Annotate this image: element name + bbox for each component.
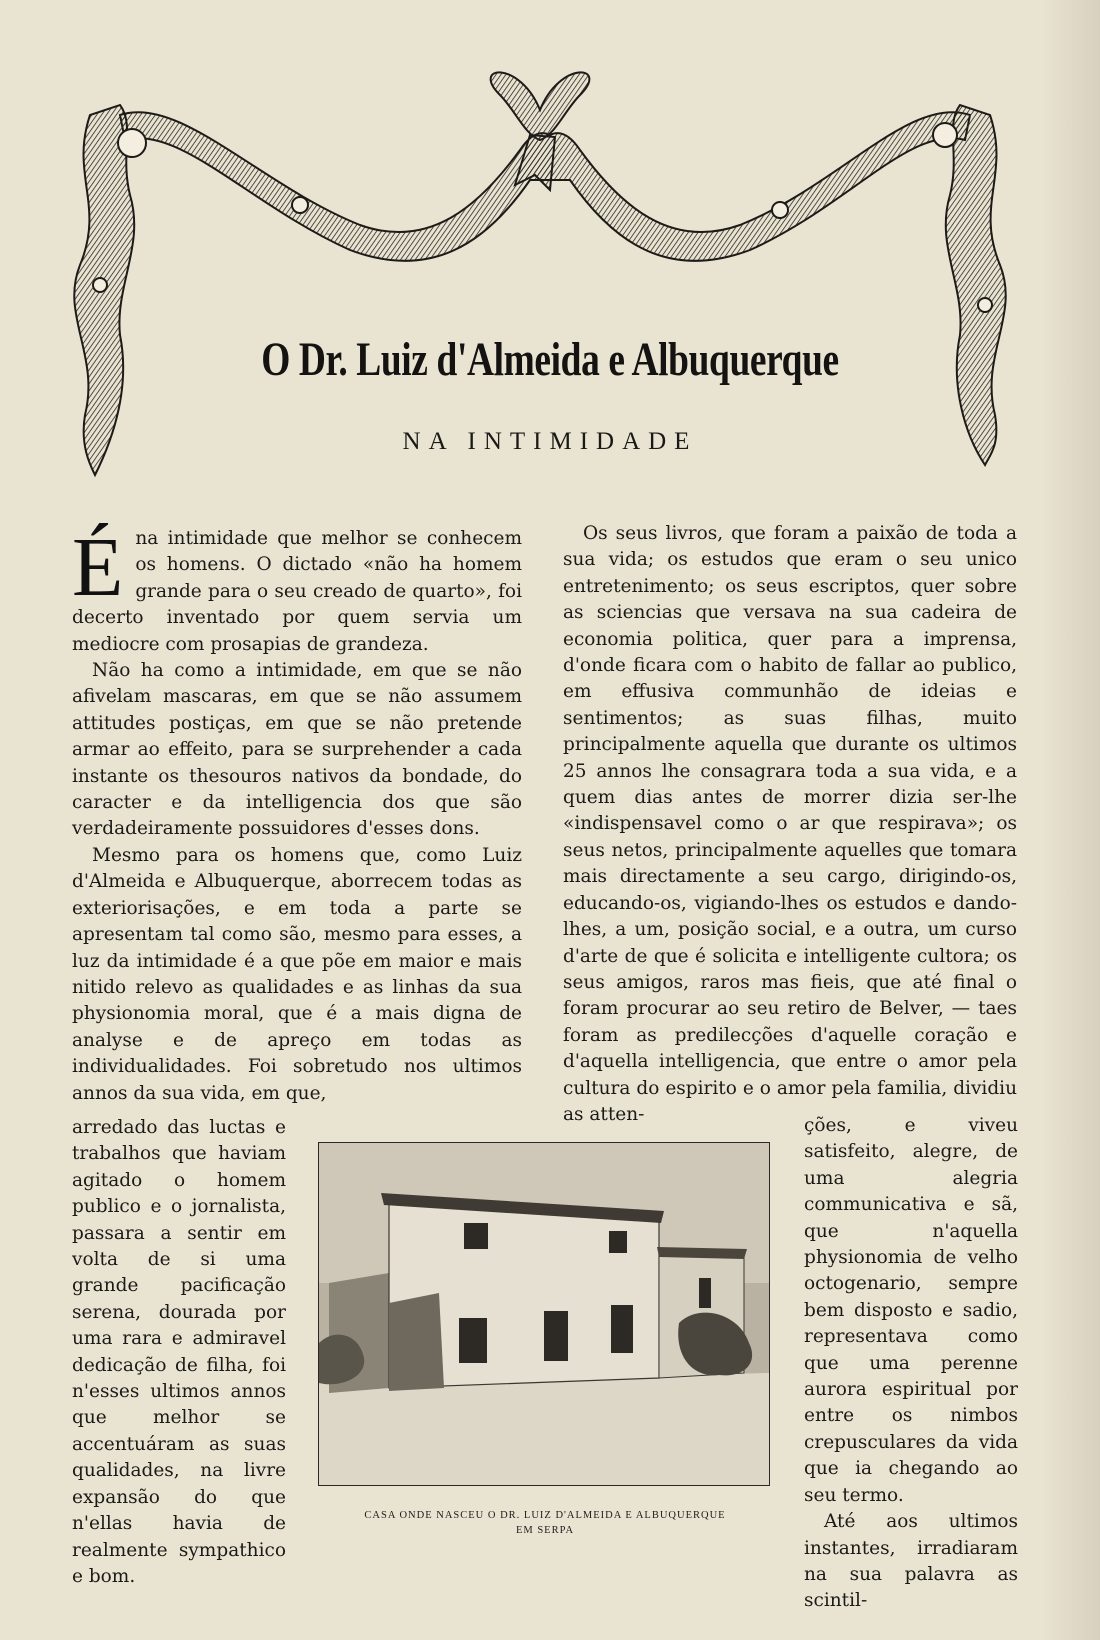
paragraph: ções, e viveu satisfeito, alegre, de uma alegria communicativa e sã, que n'aquella physionomia de velho octogenario, sempre bem disposto e sadio, representava como que uma perenne aurora espiritual por entre os nimbos crepusculares da vida que ia chegando ao seu termo.: [804, 1115, 1018, 1506]
paragraph: Os seus livros, que foram a paixão de toda a sua vida; os estudos que eram o seu unico entretenimento; os seus escriptos, quer sobre as sciencias que versava na sua cadeira de economia politica, quer para a imprensa, d'onde ficara com o habito de fallar ao publico, em effusiva communhão de ideias e sentimentos; as suas filhas, muito principalmente aquella que durante os ultimos 25 annos lhe consagrara toda a sua vida, e a quem dias antes de morrer dizia ser-lhe «indispensavel como o ar que respirava»; os seus netos, principalmente aquelles que tomara mais directamente a seu cargo, dirigindo-os, educando-os, vigiando-lhes os estudos e dando-lhes, a um, posição social, e a outra, um curso d'arte de que é solicita e intelligente cultora; os seus amigos, raros mas fieis, que até final o foram procurar ao seu retiro de Belver, — taes foram as predilecções d'aquelle coração e d'aquella intelligencia, que entre o amor pela cultura do espirito e o amor pela familia, dividiu as atten-: [563, 523, 1017, 1125]
left-column: [72, 521, 522, 1107]
drop-cap: É: [72, 521, 124, 614]
paragraph: na intimidade que melhor se conhecem os homens. O dictado «não ha homem grande para o seu creado de quarto», foi decerto inventado por quem servia um mediocre com prosapias de grandeza.: [72, 528, 522, 655]
paragraph: Até aos ultimos instantes, irradiaram na sua palavra as scintil-: [804, 1511, 1018, 1612]
right-narrow-column: [804, 1113, 1018, 1615]
photo-caption: [318, 1508, 772, 1538]
house-photo-image: [319, 1143, 769, 1485]
paragraph: arredado das luctas e trabalhos que haviam agitado o homem publico e o jornalista, passara a sentir em volta de si uma grande pacificação serena, dourada por uma rara e admiravel dedicação de filha, foi n'esses ultimos annos que melhor se accentuáram as suas qualidades, na livre expansão do que n'ellas havia de realmente sympathico e bom.: [72, 1117, 286, 1587]
caption-line: EM SERPA: [515, 1525, 575, 1536]
paragraph: Mesmo para os homens que, como Luiz d'Almeida e Albuquerque, aborrecem todas as exteriorisações, e em toda a parte se apresentam tal como são, mesmo para esses, a luz da intimidade é a que põe em maior e mais nitido relevo as qualidades e as linhas da sua physionomia moral, que é a mais digna de analyse e de apreço em todas as individualidades. Foi sobretudo nos ultimos annos da sua vida, em que,: [72, 844, 522, 1104]
caption-line: CASA ONDE NASCEU O DR. LUIZ D'ALMEIDA E ALBUQUERQUE: [364, 1510, 726, 1521]
article-subtitle: NA INTIMIDADE: [402, 428, 698, 455]
article-title: O Dr. Luiz d'Almeida e Albuquerque: [261, 333, 839, 386]
left-narrow-column: [72, 1115, 286, 1590]
house-photograph: [318, 1142, 770, 1486]
paragraph: Não ha como a intimidade, em que se não afivelam mascaras, em que se não assumem attitudes postiças, em que se não pretende armar ao effeito, para se surprehender a cada instante os thesouros nativos da bondade, do caracter e da intelligencia dos que são verdadeiramente possuidores d'esses dons.: [72, 660, 522, 840]
page-edge-shadow: [1040, 0, 1100, 1640]
right-column: [563, 521, 1017, 1128]
